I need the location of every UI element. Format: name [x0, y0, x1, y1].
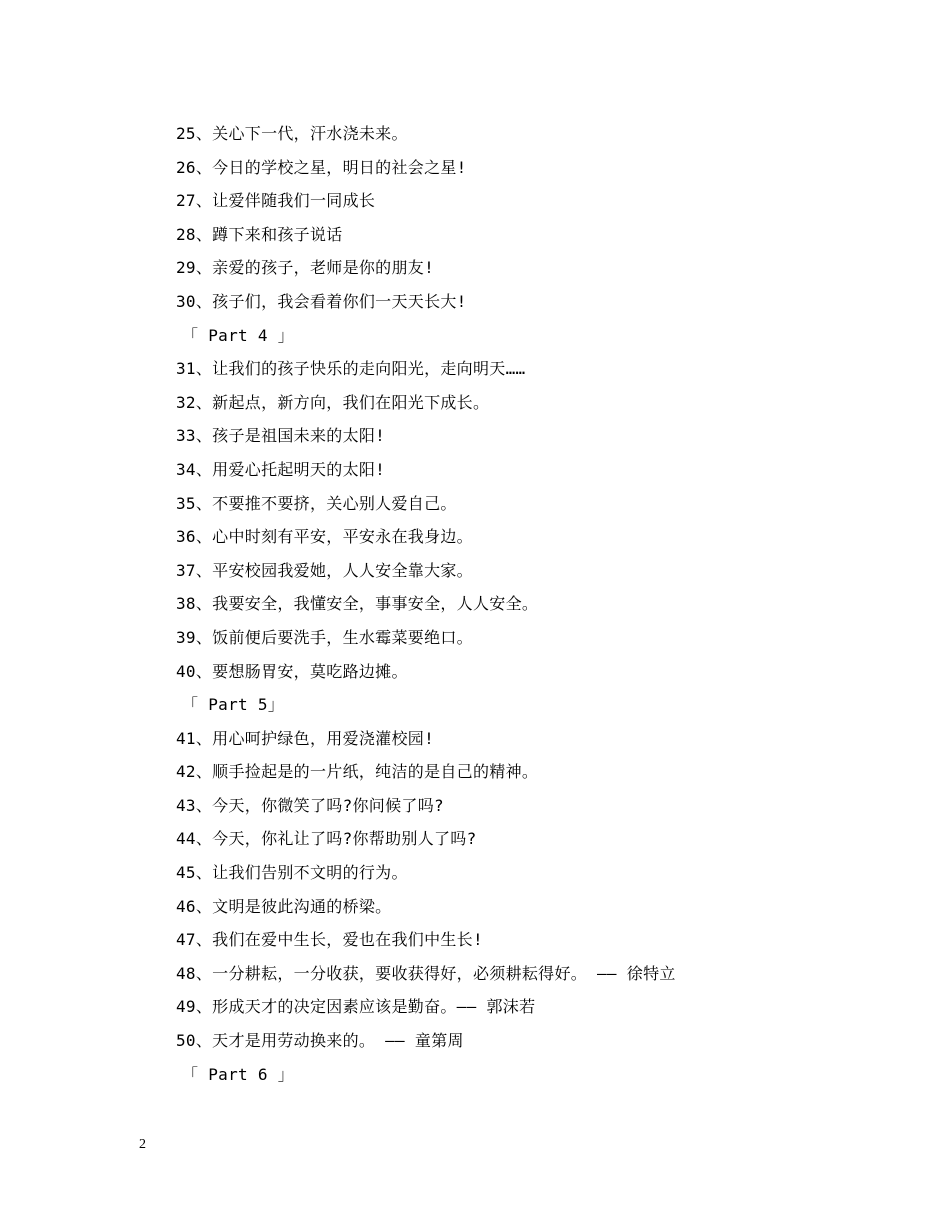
- list-item: 38、我要安全，我懂安全，事事安全，人人安全。: [176, 594, 539, 614]
- list-item: 33、孩子是祖国未来的太阳!: [176, 426, 386, 446]
- list-item: 34、用爱心托起明天的太阳!: [176, 459, 386, 479]
- list-item: 25、关心下一代，汗水浇未来。: [176, 124, 408, 143]
- section-heading: 「 Part 6 」: [182, 1064, 295, 1084]
- section-heading: 「 Part 4 」: [182, 325, 295, 345]
- list-item: 39、饭前便后要洗手，生水霉菜要绝口。: [176, 627, 473, 647]
- list-item: 49、形成天才的决定因素应该是勤奋。—— 郭沫若: [176, 997, 536, 1017]
- list-item: 31、让我们的孩子快乐的走向阳光，走向明天……: [176, 359, 526, 379]
- list-item: 35、不要推不要挤，关心别人爱自己。: [176, 493, 457, 513]
- list-item: 44、今天，你礼让了吗?你帮助别人了吗?: [176, 829, 477, 849]
- list-item: 36、心中时刻有平安，平安永在我身边。: [176, 527, 473, 547]
- section-heading: 「 Part 5」: [182, 695, 285, 715]
- list-item: 48、一分耕耘，一分收获，要收获得好，必须耕耘得好。 —— 徐特立: [176, 963, 676, 983]
- list-item: 40、要想肠胃安，莫吃路边摊。: [176, 661, 408, 681]
- list-item: 43、今天，你微笑了吗?你问候了吗?: [176, 795, 444, 815]
- list-item: 32、新起点，新方向，我们在阳光下成长。: [176, 392, 490, 412]
- page-number: 2: [139, 1137, 146, 1152]
- list-item: 47、我们在爱中生长，爱也在我们中生长!: [176, 930, 483, 950]
- slogan-list: [176, 117, 876, 1091]
- list-item: 29、亲爱的孩子，老师是你的朋友!: [176, 258, 434, 278]
- list-item: 28、蹲下来和孩子说话: [176, 224, 343, 244]
- list-item: 45、让我们告别不文明的行为。: [176, 863, 408, 883]
- list-item: 26、今日的学校之星，明日的社会之星!: [176, 157, 467, 177]
- list-item: 42、顺手捡起是的一片纸，纯洁的是自己的精神。: [176, 762, 539, 782]
- list-item: 37、平安校园我爱她，人人安全靠大家。: [176, 560, 473, 580]
- list-item: 46、文明是彼此沟通的桥梁。: [176, 896, 392, 916]
- list-item: 41、用心呵护绿色，用爱浇灌校园!: [176, 728, 434, 748]
- list-item: 27、让爱伴随我们一同成长: [176, 191, 376, 211]
- list-item: 50、天才是用劳动换来的。 —— 童第周: [176, 1031, 464, 1051]
- list-item: 30、孩子们，我会看着你们一天天长大!: [176, 291, 467, 311]
